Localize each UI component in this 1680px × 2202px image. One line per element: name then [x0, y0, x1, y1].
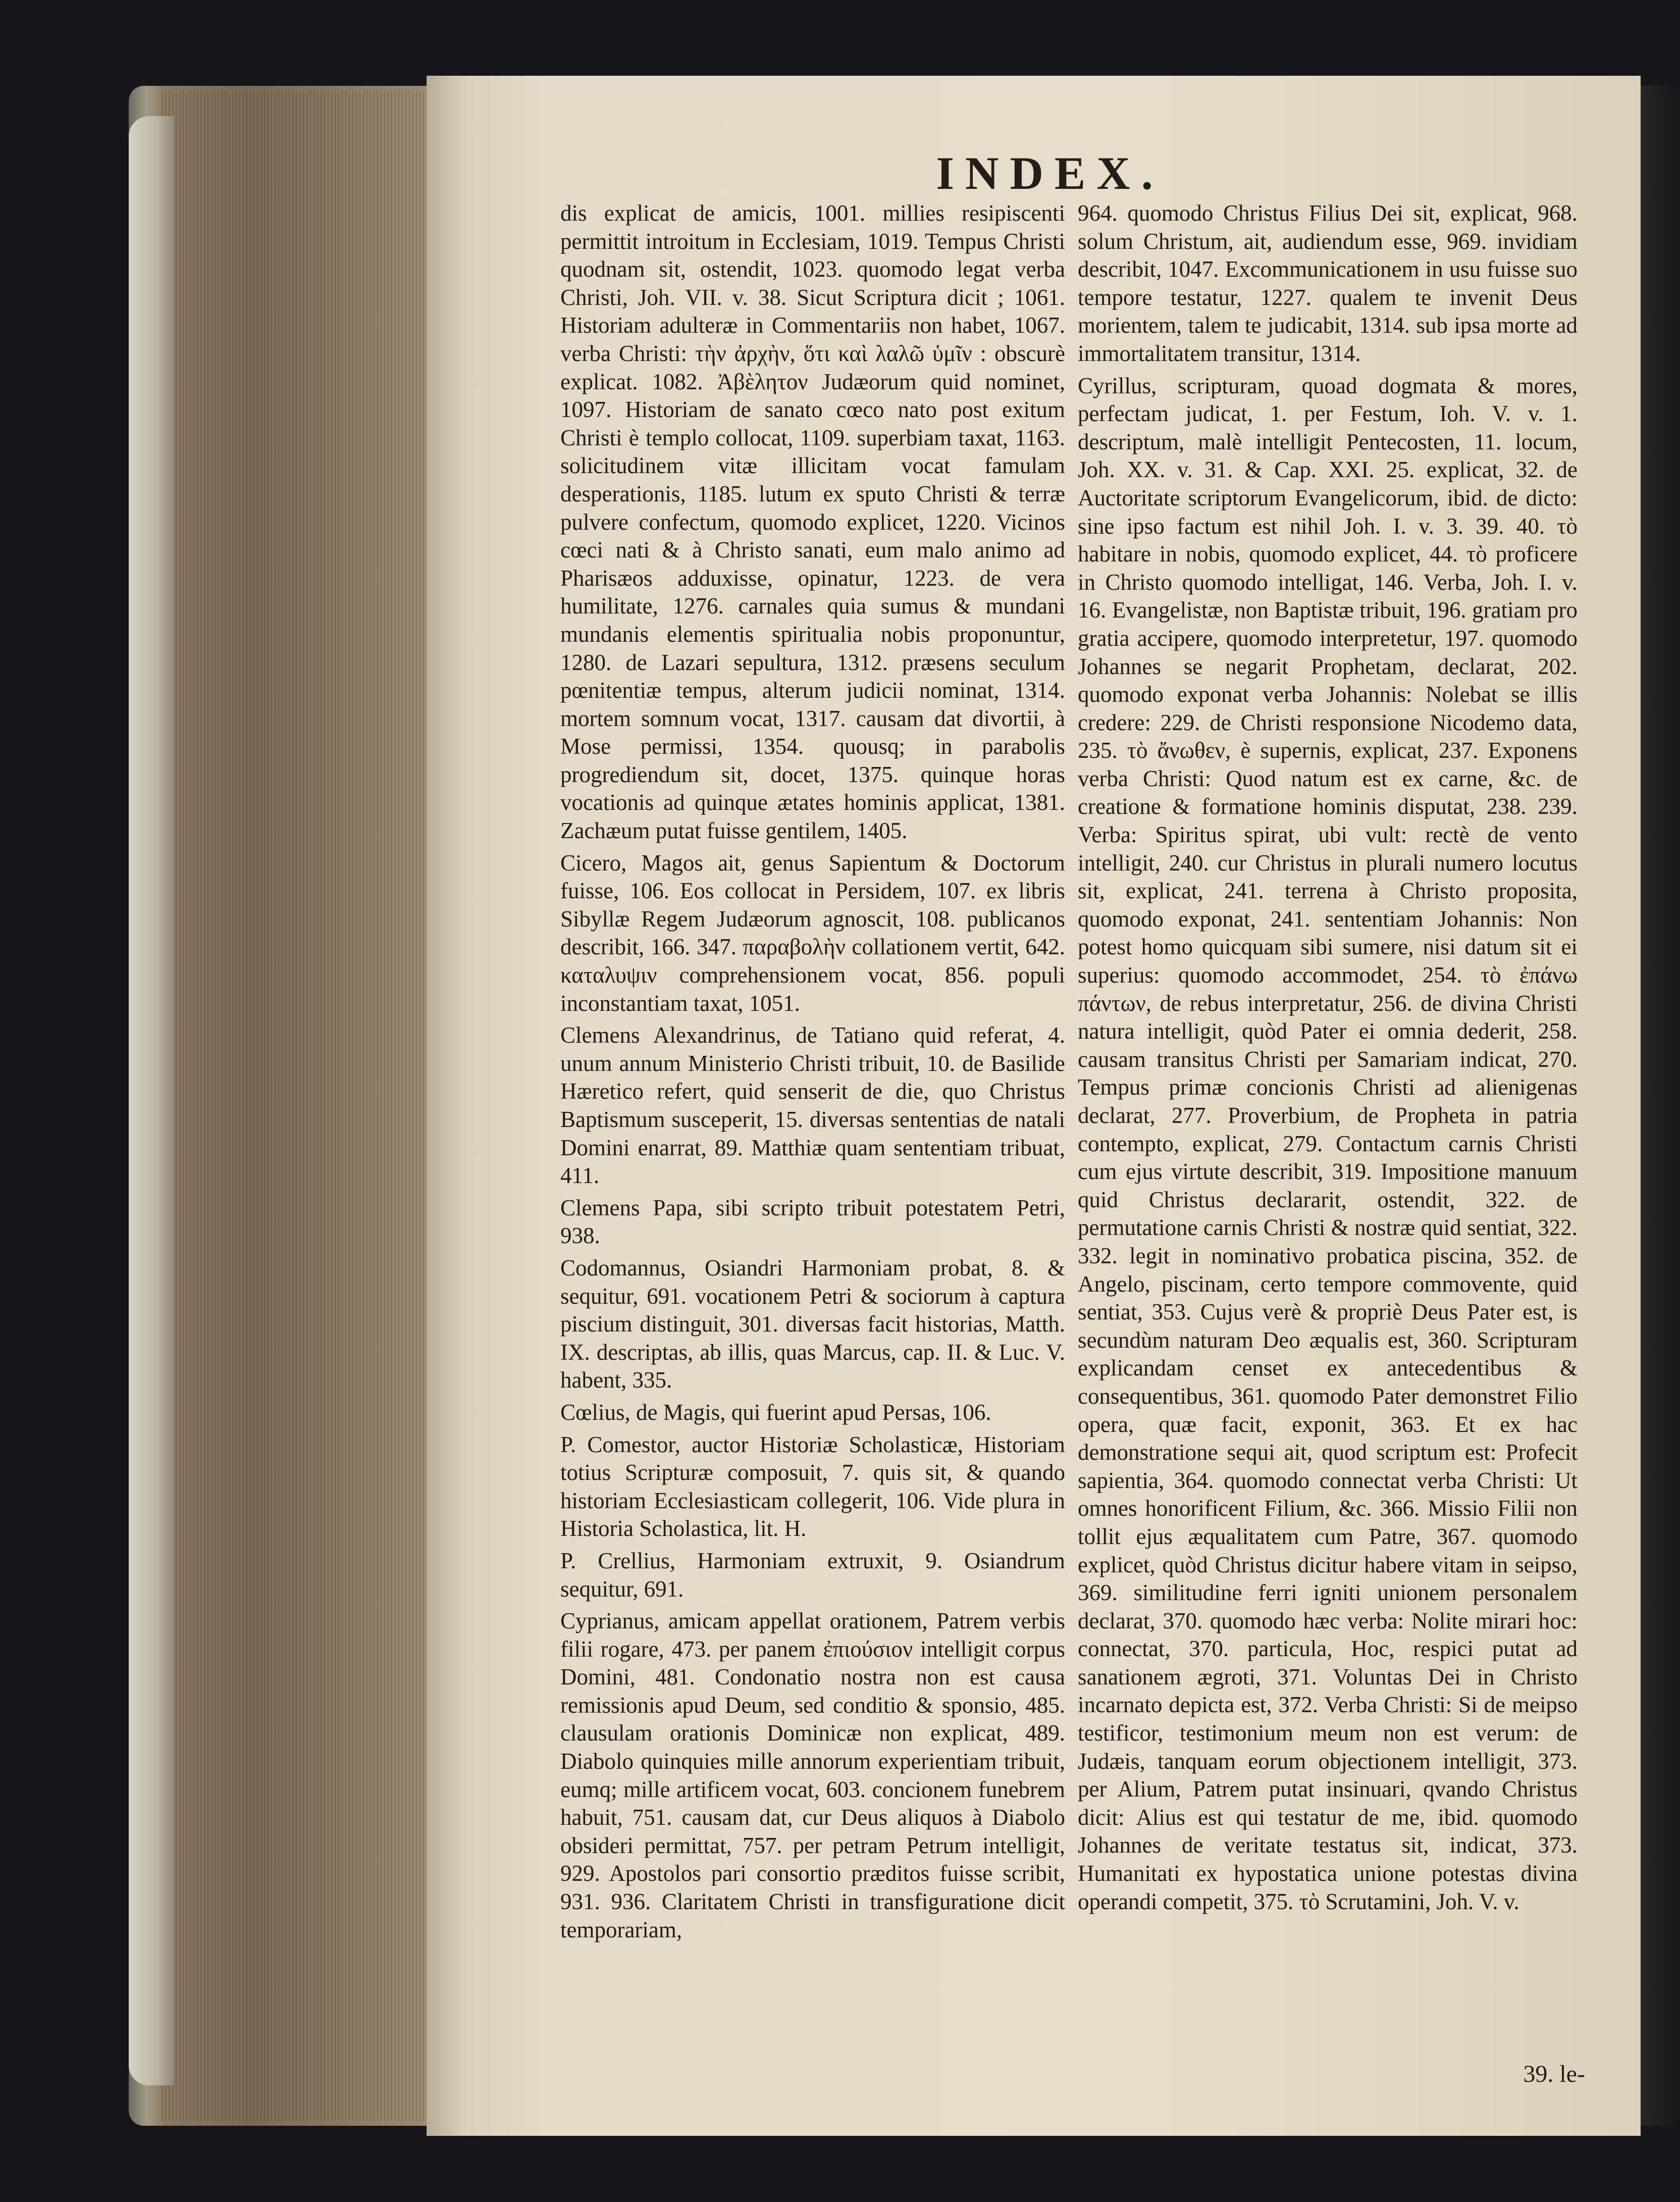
- index-entry: Cyprianus, amicam appellat orationem, Patrem verbis filii rogare, 473. per panem ἐπιούσιον intelligit corpus Domini, 481. Condonatio nostra non est causa remissionis apud Deum, sed conditio & sponsio, 485. clausulam orationis Dominicæ non explicat, 489. Diabolo quinquies mille annorum experientiam tribuit, eumq; mille artificem vocat, 603. concionem funebrem habuit, 751. causam dat, cur Deus aliquos à Diabolo obsideri permittat, 757. per petram Petrum intelligit, 929. Apostolos pari consortio præditos fuisse scribit, 931. 936. Claritatem Christi in transfiguratione dicit temporariam,: [560, 1608, 1065, 1942]
- index-entry: Cyrillus, scripturam, quoad dogmata & mores, perfectam judicat, 1. per Festum, Ioh. V. v. 1. descriptum, malè intelligit Pentecosten, 11. locum, Joh. XX. v. 31. & Cap. XXI. 25. explicat, 32. de Auctoritate scriptorum Evangelicorum, ibid. de dicto: sine ipso factum est nihil Joh. I. v. 3. 39. 40. τὸ habitare in nobis, quomodo explicet, 44. τὸ proficere in Christo quomodo intelligat, 146. Verba, Joh. I. v. 16. Evangelistæ, non Baptistæ tribuit, 196. gratiam pro gratia accipere, quomodo interpretetur, 197. quomodo Johannes se negarit Prophetam, declarat, 202. quomodo exponat verba Johannis: Nolebat se illis credere: 229. de Christi responsione Nicodemo data, 235. τὸ ἄνωθεν, è supernis, explicat, 237. Exponens verba Christi: Quod natum est ex carne, &c. de creatione & formatione hominis disputat, 238. 239. Verba: Spiritus spirat, ubi vult: rectè de vento intelligit, 240. cur Christus in plurali numero locutus sit, explicat, 241. terrena à Christo proposita, quomodo exponat, 241. sententiam Johannis: Non potest homo quicquam sibi sumere, nisi datum sit ei superius: quomodo accommodet, 254. τὸ ἐπάνω πάντων, de rebus interpretatur, 256. de divina Christi natura intelligit, quòd Pater ei omnia dederit, 258. causam transitus Christi per Samariam indicat, 270. Tempus primæ concionis Christi ad alienigenas declarat, 277. Proverbium, de Propheta in patria contempto, explicat, 279. Contactum carnis Christi cum ejus virtute describit, 319. Impositione manuum quid Christus declararit, ostendit, 322. de permutatione carnis Christi & nostræ quid sentiat, 322. 332. legit in nominativo probatica piscina, 352. de Angelo, piscinam, certo tempore commovente, quid sentiat, 353. Cujus verè & propriè Deus Pater est, is secundùm naturam Deo æqualis est, 360. Scripturam explicandam censet ex antecedentibus & consequentibus, 361. quomodo Pater demonstret Filio opera, quæ facit, exponit, 363. Et ex hac demonstratione sequi ait, quod scriptum est: Profecit sapientia, 364. quomodo connectat verba Christi: Ut omnes honorificent Filium, &c. 366. Missio Filii non tollit ejus æqualitatem cum Patre, 367. quomodo explicet, quòd Christus dicitur habere vitam in seipso, 369. similitudine ferri igniti unionem personalem declarat, 370. quomodo hæc verba: Nolite mirari hoc: connectat, 370. particula, Hoc, respici putat ad sanationem ægroti, 371. Voluntas Dei in Christo incarnato depicta est, 372. Verba Christi: Si de meipso testificor, testimonium meum non est verum: de Judæis, tanquam eorum objectionem intelligit, 373. per Alium, Patrem putat insinuari, qvando Christus dicit: Alius est qui testatur de me, ibid. quomodo Johannes de veritate testatus sit, indicat, 373. Humanitati ex hypostatica unione potestas divina operandi competit, 375. τὸ Scrutamini, Joh. V. v.: [1078, 373, 1578, 1914]
- right-column: [1078, 199, 1578, 2027]
- index-entry: Clemens Alexandrinus, de Tatiano quid referat, 4. unum annum Ministerio Christi tribuit, 10. de Basilide Hæretico refert, quid senserit de die, quo Christus Baptismum susceperit, 15. diversas sententias de natali Domini enarrat, 89. Matthiæ quam sententiam tribuat, 411.: [560, 1022, 1065, 1189]
- book-spine: [129, 116, 174, 2085]
- index-entry: P. Comestor, auctor Historiæ Scholasticæ, Historiam totius Scripturæ composuit, 7. quis sit, & quando historiam Ecclesiasticam collegerit, 106. Vide plura in Historia Scholastica, lit. H.: [560, 1431, 1065, 1542]
- index-entry: P. Crellius, Harmoniam extruxit, 9. Osiandrum sequitur, 691.: [560, 1548, 1065, 1602]
- left-column: [560, 199, 1065, 2027]
- index-entry: dis explicat de amicis, 1001. millies resipiscenti permittit introitum in Ecclesiam, 1019. Tempus Christi quodnam sit, ostendit, 1023. quomodo legat verba Christi, Joh. VII. v. 38. Sicut Scriptura dicit ; 1061. Historiam adulteræ in Commentariis non habet, 1067. verba Christi: τὴν ἀρχὴν, ὅτι καὶ λαλῶ ὑμῖν : obscurè explicat. 1082. Ἀβὲλητον Judæorum quid nominet, 1097. Historiam de sanato cœco nato post exitum Christi è templo collocat, 1109. superbiam taxat, 1163. solicitudinem vitæ illicitam vocat famulam desperationis, 1185. lutum ex sputo Christi & terræ pulvere confectum, quomodo explicet, 1220. Vicinos cœci nati & à Christo sanati, eum malo animo ad Pharisæos adduxisse, opinatur, 1223. de vera humilitate, 1276. carnales quia sumus & mundani mundanis elementis spiritualia nobis proponuntur, 1280. de Lazari sepultura, 1312. præsens seculum pœnitentiæ tempus, alterum judicii nominat, 1314. mortem somnum vocat, 1317. causam dat divortii, à Mose permissi, 1354. quousq; in parabolis progrediendum sit, docet, 1375. quinque horas vocationis ad quinque ætates hominis applicat, 1381. Zachæum putat fuisse gentilem, 1405.: [560, 200, 1065, 844]
- catchword: 39. le-: [1523, 2061, 1585, 2087]
- index-entry: Cœlius, de Magis, qui fuerint apud Persas, 106.: [560, 1399, 991, 1425]
- right-page-shadow: [1641, 86, 1680, 2126]
- index-entry: 964. quomodo Christus Filius Dei sit, explicat, 968. solum Christum, ait, audiendum esse, 969. invidiam describit, 1047. Excommunicationem in usu fuisse suo tempore testatur, 1227. qualem te invenit Deus morientem, talem te judicabit, 1314. sub ipsa morte ad immortalitatem transitur, 1314.: [1078, 200, 1578, 366]
- page-header: INDEX.: [936, 147, 1164, 199]
- page-edges: [162, 91, 424, 2121]
- index-entry: Clemens Papa, sibi scripto tribuit potestatem Petri, 938.: [560, 1195, 1065, 1249]
- index-entry: Cicero, Magos ait, genus Sapientum & Doctorum fuisse, 106. Eos collocat in Persidem, 107. ex libris Sibyllæ Regem Judæorum agnoscit, 108. publicanos describit, 166. 347. παραβολὴν collationem vertit, 642. καταλυψιν comprehensionem vocat, 856. populi inconstantiam taxat, 1051.: [560, 850, 1065, 1016]
- index-entry: Codomannus, Osiandri Harmoniam probat, 8. & sequitur, 691. vocationem Petri & sociorum à captura piscium distinguit, 301. diversas facit historias, Matth. IX. descriptas, ab illis, quas Marcus, cap. II. & Luc. V. habent, 335.: [560, 1255, 1065, 1393]
